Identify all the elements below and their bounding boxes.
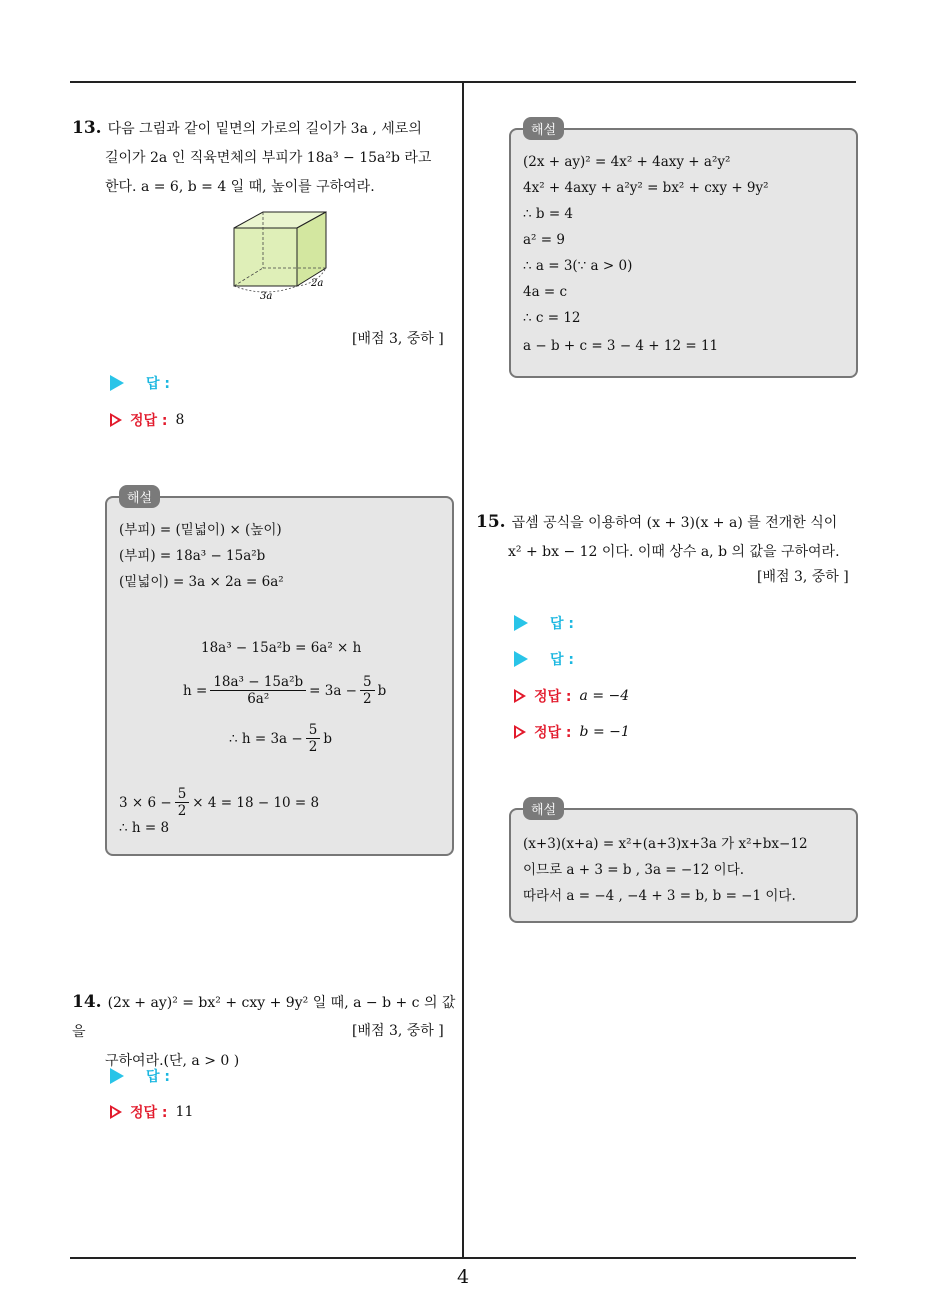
play-arrow-icon	[110, 1068, 124, 1084]
question-text-line: 곱셈 공식을 이용하여 (x + 3)(x + a) 를 전개한 식이	[511, 515, 838, 531]
correct-answer-row	[514, 686, 629, 706]
answer-label: 답 :	[550, 652, 574, 668]
question-text-line: x² + bx − 12 이다. 이때 상수 a, b 의 값을 구하여라.	[508, 544, 840, 560]
page-number: 4	[456, 1266, 470, 1288]
correct-label: 정답 :	[130, 413, 168, 429]
play-arrow-icon	[110, 375, 124, 391]
outline-arrow-icon	[514, 725, 526, 739]
solution-line: ∴ b = 4	[523, 206, 574, 222]
solution-box	[509, 803, 858, 923]
play-arrow-icon	[514, 651, 528, 667]
solution-line: h = $\frac{\text{18a³ − 15a²b}}{\text{6a²}}$ = 3a − $\frac{5}{2}$ b	[183, 674, 387, 707]
solution-line: 3 × 6 − $\frac{5}{2}$ × 4 = 18 − 10 = 8	[119, 786, 320, 819]
correct-answer-row	[110, 410, 184, 430]
correct-answer-row	[110, 1102, 193, 1122]
solution-line: 4a = c	[523, 284, 568, 300]
question-number: 15.	[476, 512, 506, 532]
correct-answer-row	[514, 722, 630, 742]
answer-label: 답 :	[550, 616, 574, 632]
solution-line: (부피) = (밑넓이) × (높이)	[119, 522, 282, 538]
solution-tag: 해설	[523, 797, 564, 820]
solution-line: ∴ c = 12	[523, 310, 581, 326]
solution-line: (부피) = 18a³ − 15a²b	[119, 548, 266, 564]
answer-row	[110, 373, 170, 393]
question-13	[72, 114, 457, 202]
cuboid-figure	[225, 206, 335, 302]
correct-value: 8	[175, 412, 185, 428]
outline-arrow-icon	[110, 1105, 122, 1119]
question-text-line: 길이가 2a 인 직육면체의 부피가 18a³ − 15a²b 라고	[105, 150, 432, 166]
answer-row	[514, 649, 574, 669]
correct-value: a = −4	[579, 688, 630, 704]
width-label: 3a	[260, 291, 273, 302]
solution-line: ∴ a = 3(∵ a > 0)	[523, 258, 633, 274]
solution-line: a² = 9	[523, 232, 565, 248]
question-number: 13.	[72, 118, 102, 138]
fraction: $\frac{5}{2}$	[360, 674, 375, 707]
correct-label: 정답 :	[534, 725, 572, 741]
answer-label: 답 :	[146, 1069, 170, 1085]
play-arrow-icon	[514, 615, 528, 631]
solution-line: 따라서 a = −4 , −4 + 3 = b, b = −1 이다.	[523, 888, 796, 904]
solution-line: 이므로 a + 3 = b , 3a = −12 이다.	[523, 862, 745, 878]
solution-line: (x+3)(x+a) = x²+(a+3)x+3a 가 x²+bx−12	[523, 836, 808, 852]
outline-arrow-icon	[110, 413, 122, 427]
question-number: 14.	[72, 992, 102, 1012]
score-label: [배점 3, 중하 ]	[757, 569, 849, 585]
correct-value: 11	[175, 1104, 194, 1120]
question-text-line: 다음 그림과 같이 밑면의 가로의 길이가 3a , 세로의	[107, 121, 422, 137]
solution-line: (밑넓이) = 3a × 2a = 6a²	[119, 574, 284, 590]
question-15	[476, 508, 861, 567]
correct-label: 정답 :	[130, 1105, 168, 1121]
solution-line: a − b + c = 3 − 4 + 12 = 11	[523, 338, 719, 354]
solution-line: 18a³ − 15a²b = 6a² × h	[201, 640, 362, 656]
column-divider	[462, 83, 464, 1258]
fraction: $\frac{\text{18a³ − 15a²b}}{\text{6a²}}$	[210, 674, 306, 707]
question-text-line: 한다. a = 6, b = 4 일 때, 높이를 구하여라.	[105, 179, 375, 195]
fraction: $\frac{5}{2}$	[306, 722, 321, 755]
solution-box	[105, 491, 454, 856]
solution-line: (2x + ay)² = 4x² + 4axy + a²y²	[523, 154, 731, 170]
answer-label: 답 :	[146, 376, 170, 392]
solution-tag: 해설	[523, 117, 564, 140]
solution-line: ∴ h = 8	[119, 820, 170, 836]
bottom-rule	[70, 1257, 856, 1259]
solution-line: ∴ h = 3a − $\frac{5}{2}$ b	[229, 722, 332, 755]
score-label: [배점 3, 중하 ]	[352, 331, 444, 347]
question-text-line: (2x + ay)² = bx² + cxy + 9y² 일 때, a − b + c 의 값을	[72, 995, 456, 1040]
question-text-line: 구하여라.(단, a > 0 )	[105, 1053, 240, 1069]
solution-line: 4x² + 4axy + a²y² = bx² + cxy + 9y²	[523, 180, 769, 196]
solution-tag: 해설	[119, 485, 160, 508]
depth-label: 2a	[311, 278, 324, 289]
answer-row	[514, 613, 574, 633]
outline-arrow-icon	[514, 689, 526, 703]
score-label: [배점 3, 중하 ]	[352, 1023, 444, 1039]
answer-row	[110, 1066, 170, 1086]
fraction: $\frac{5}{2}$	[175, 786, 190, 819]
correct-value: b = −1	[579, 724, 630, 740]
correct-label: 정답 :	[534, 689, 572, 705]
solution-box	[509, 123, 858, 378]
